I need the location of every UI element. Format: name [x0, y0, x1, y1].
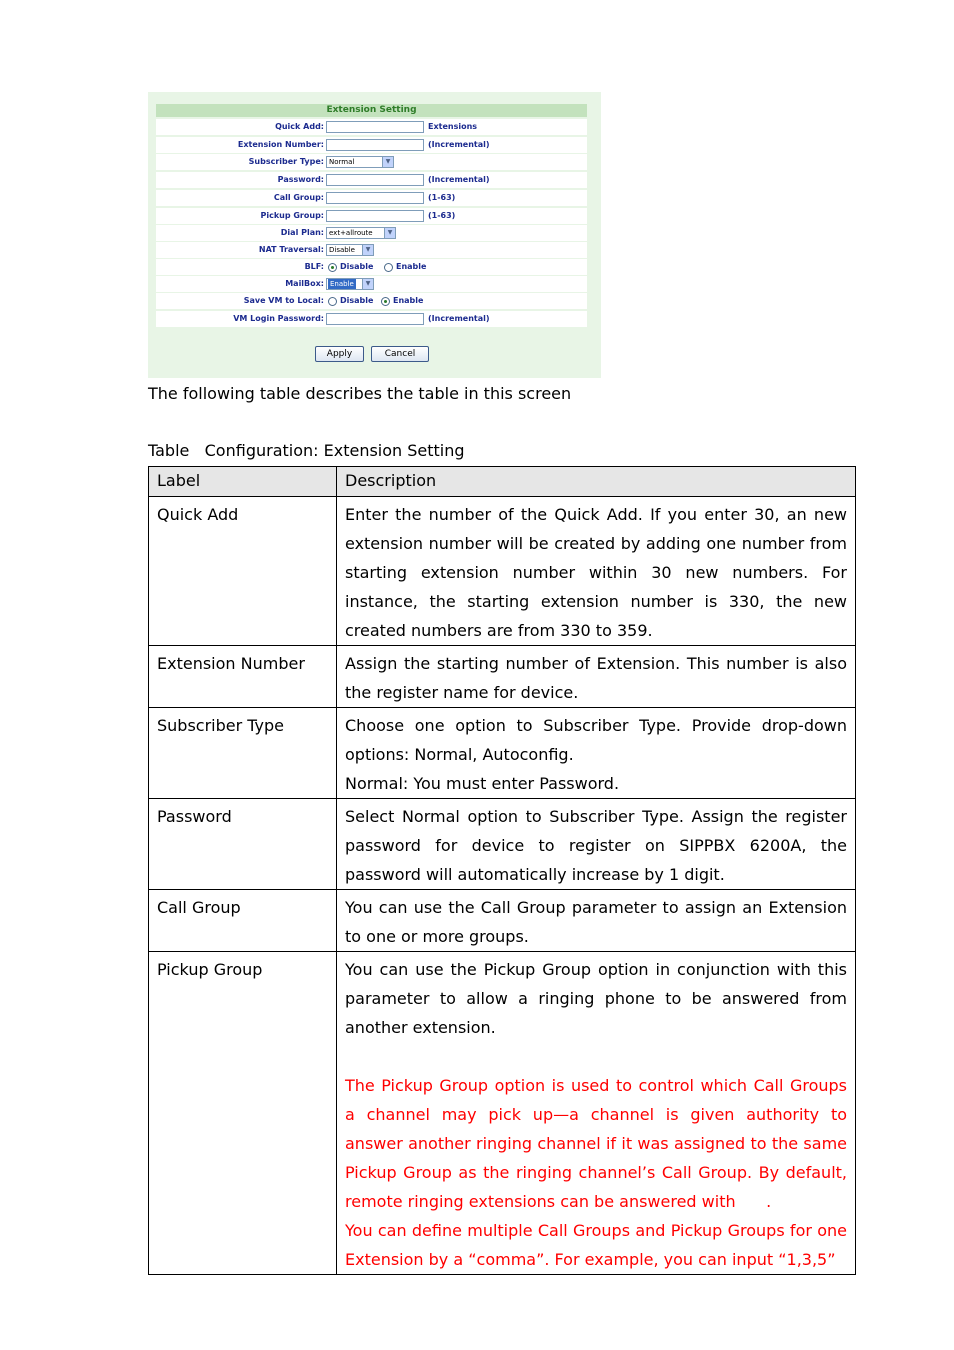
chevron-down-icon[interactable]: ▼ [362, 279, 373, 289]
extension-setting-screenshot [148, 92, 601, 378]
pickup-group-note: (1-63) [428, 211, 456, 220]
blf-label: BLF: [304, 262, 324, 271]
chevron-down-icon[interactable]: ▼ [362, 245, 373, 255]
chevron-down-icon[interactable]: ▼ [382, 157, 393, 167]
row-description: Enter the number of the Quick Add. If you enter 30, an new extension number will be created by adding one number from starting extension number within 30 new numbers. For instance, the starting extension number is 330, the new created numbers are from 330 to 359. [337, 497, 856, 646]
blf-disable-radio[interactable] [328, 263, 337, 272]
row-description: You can use the Call Group parameter to assign an Extension to one or more groups. [337, 890, 856, 952]
save-vm-label: Save VM to Local: [243, 296, 324, 305]
form-row-password [156, 172, 587, 188]
extension-number-label: Extension Number: [237, 140, 324, 149]
save-vm-disable-label: Disable [340, 296, 374, 305]
row-description [337, 952, 856, 1275]
pickup-group-label: Pickup Group: [260, 211, 324, 220]
form-row-save-vm [156, 293, 587, 309]
description-table [148, 466, 856, 1275]
blf-enable-label: Enable [396, 262, 427, 271]
intro-text: The following table describes the table in this screen [148, 384, 572, 403]
table-row [149, 799, 856, 890]
subscriber-type-select[interactable] [326, 156, 394, 168]
form-row-nat-traversal [156, 242, 587, 258]
form-row-vm-login-password [156, 311, 587, 327]
blf-disable-label: Disable [340, 262, 374, 271]
nat-traversal-value: Disable [329, 246, 355, 254]
row-description-text: Choose one option to Subscriber Type. Provide drop-down options: Normal, Autoconfig. [345, 716, 847, 764]
row-description-text: You can use the Pickup Group option in conjunction with this parameter to allow a ringing phone to be answered from another extension. [345, 960, 847, 1037]
row-label: Subscriber Type [149, 708, 337, 799]
form-row-blf [156, 259, 587, 275]
save-vm-enable-radio[interactable] [381, 297, 390, 306]
blf-enable-radio[interactable] [384, 263, 393, 272]
mailbox-label: MailBox: [285, 279, 324, 288]
quick-add-input[interactable] [326, 121, 424, 133]
row-label: Quick Add [149, 497, 337, 646]
mailbox-select[interactable] [326, 278, 374, 290]
header-description: Description [337, 467, 856, 497]
quick-add-label: Quick Add: [275, 122, 324, 131]
vm-login-password-label: VM Login Password: [233, 314, 324, 323]
form-row-pickup-group [156, 208, 587, 224]
call-group-label: Call Group: [273, 193, 324, 202]
form-row-quick-add [156, 119, 587, 135]
table-caption: Table Configuration: Extension Setting [148, 441, 465, 460]
row-description-note: Normal: You must enter Password. [345, 774, 620, 793]
save-vm-disable-radio[interactable] [328, 297, 337, 306]
form-row-dial-plan [156, 225, 587, 241]
table-row [149, 646, 856, 708]
extension-number-input[interactable] [326, 139, 424, 151]
header-label: Label [149, 467, 337, 497]
row-description [337, 708, 856, 799]
dial-plan-label: Dial Plan: [280, 228, 324, 237]
form-row-mailbox [156, 276, 587, 292]
subscriber-type-label: Subscriber Type: [248, 157, 324, 166]
apply-button[interactable]: Apply [315, 346, 364, 362]
call-group-note: (1-63) [428, 193, 456, 202]
table-row [149, 708, 856, 799]
vm-login-password-note: (Incremental) [428, 314, 490, 323]
table-row [149, 952, 856, 1275]
quick-add-note: Extensions [428, 122, 478, 131]
row-label: Extension Number [149, 646, 337, 708]
cancel-button[interactable]: Cancel [371, 346, 429, 362]
password-label: Password: [277, 175, 324, 184]
form-row-call-group [156, 190, 587, 206]
pickup-group-input[interactable] [326, 210, 424, 222]
dial-plan-select[interactable] [326, 227, 396, 239]
vm-login-password-input[interactable] [326, 313, 424, 325]
row-label: Pickup Group [149, 952, 337, 1275]
password-input[interactable] [326, 174, 424, 186]
extension-number-note: (Incremental) [428, 140, 490, 149]
nat-traversal-label: NAT Traversal: [258, 245, 324, 254]
mailbox-value: Enable [330, 280, 354, 288]
form-row-extension-number [156, 137, 587, 153]
row-description: Assign the starting number of Extension. This number is also the register name for device. [337, 646, 856, 708]
table-row [149, 890, 856, 952]
password-note: (Incremental) [428, 175, 490, 184]
subscriber-type-value: Normal [329, 158, 355, 166]
row-description: Select Normal option to Subscriber Type. Assign the register password for device to register on SIPPBX 6200A, the password will automatically increase by 1 digit. [337, 799, 856, 890]
dial-plan-value: ext+allroute [329, 229, 373, 237]
row-description-red-note: The Pickup Group option is used to control which Call Groups a channel may pick up—a channel is given authority to answer another ringing channel if it was assigned to the same Pickup Group as the ringing channel’s Call Group. By default, remote ringing extensions can be answered with . [345, 1076, 853, 1211]
form-row-subscriber-type [156, 154, 587, 170]
chevron-down-icon[interactable]: ▼ [384, 228, 395, 238]
form-title: Extension Setting [156, 104, 587, 117]
table-header-row [149, 467, 856, 497]
save-vm-enable-label: Enable [393, 296, 424, 305]
row-label: Call Group [149, 890, 337, 952]
table-row [149, 497, 856, 646]
call-group-input[interactable] [326, 192, 424, 204]
row-label: Password [149, 799, 337, 890]
row-description-red-example: You can define multiple Call Groups and Pickup Groups for one Extension by a “comma”. For example, you can input “1,3,5” [345, 1221, 847, 1269]
nat-traversal-select[interactable] [326, 244, 374, 256]
